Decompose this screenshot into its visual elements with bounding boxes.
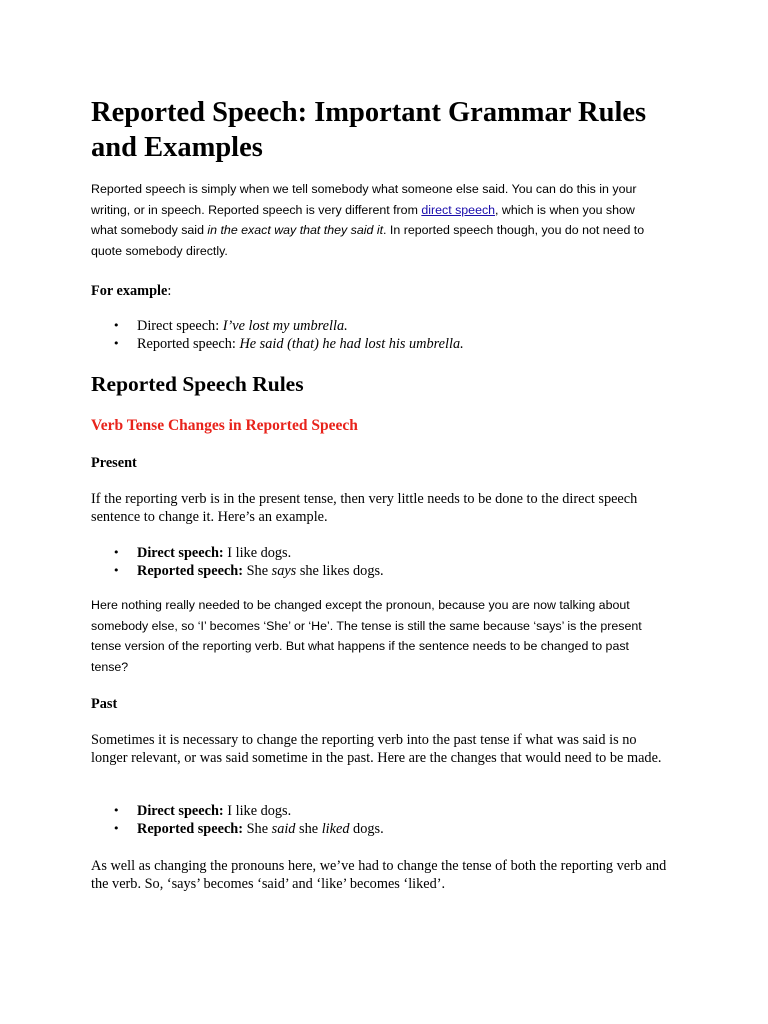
example-direct-text: I’ve lost my umbrella.: [222, 318, 348, 334]
present-example-list: [91, 544, 384, 580]
verb-tense-heading: Verb Tense Changes in Reported Speech: [91, 417, 358, 434]
example-label: For example: [91, 283, 168, 299]
direct-speech-link[interactable]: direct speech: [421, 202, 496, 217]
present-direct-text: I like dogs.: [223, 545, 292, 561]
past-explanation: As well as changing the pronouns here, we’ve had to change the tense of both the reporting verb and the verb. So, ‘says’ becomes ‘said’ and ‘like’ becomes ‘liked’.: [91, 858, 667, 892]
rules-heading: Reported Speech Rules: [91, 372, 304, 396]
past-paragraph: Sometimes it is necessary to change the reporting verb into the past tense if what was said is no longer relevant, or was said sometime in the past. Here are the changes that would need to be made.: [91, 732, 662, 766]
past-reported-label: Reported speech:: [137, 821, 244, 837]
present-reported-pre: She: [243, 563, 272, 579]
example-reported-label: Reported speech:: [137, 336, 240, 352]
example-label-line: [91, 282, 691, 300]
present-direct-label: Direct speech:: [137, 545, 224, 561]
list-item: [91, 317, 464, 335]
present-paragraph: If the reporting verb is in the present tense, then very little needs to be done to the direct speech sentence to change it. Here’s an example.: [91, 491, 638, 525]
example-list: [91, 317, 464, 353]
list-item: [91, 544, 384, 562]
present-reported-italic: says: [271, 563, 297, 579]
present-reported-post: she likes dogs.: [296, 563, 384, 579]
past-reported-italic-said: said: [271, 821, 296, 837]
intro-text-before-link: Reported speech is simply when we tell somebody what someone else said. You can do this in your writing, or in speech. Reported speech is very different from: [91, 182, 637, 217]
intro-text-end: . In reported speech though, you do not need to quote somebody directly.: [91, 223, 645, 258]
past-direct-label: Direct speech:: [137, 803, 224, 819]
intro-paragraph: [91, 179, 661, 261]
list-item: [91, 802, 384, 820]
past-heading: Past: [91, 696, 118, 712]
present-heading: Present: [91, 455, 137, 471]
present-explanation: Here nothing really needed to be changed except the pronoun, because you are now talking about somebody else, so ‘I’ becomes ‘She’ or ‘He’. The tense is still the same because ‘says’ is the present tense version of the reporting verb. But what happens if the sentence needs to be changed to past tense?: [91, 598, 642, 674]
past-reported-pre: She: [243, 821, 272, 837]
page-title: Reported Speech: Important Grammar Rules and Examples: [91, 97, 647, 163]
past-reported-italic-liked: liked: [321, 821, 350, 837]
list-item: [91, 820, 384, 838]
past-reported-post: dogs.: [349, 821, 384, 837]
intro-italic-text: in the exact way that they said it: [207, 223, 384, 237]
past-reported-mid: she: [295, 821, 322, 837]
past-direct-text: I like dogs.: [223, 803, 292, 819]
intro-text-after-link: , which is when you show what somebody said: [91, 202, 635, 237]
past-example-list: [91, 802, 384, 838]
example-reported-text: He said (that) he had lost his umbrella.: [239, 336, 464, 352]
present-reported-label: Reported speech:: [137, 563, 244, 579]
list-item: [91, 562, 384, 580]
example-direct-label: Direct speech:: [137, 318, 223, 334]
example-colon: :: [167, 283, 172, 299]
list-item: [91, 335, 464, 353]
